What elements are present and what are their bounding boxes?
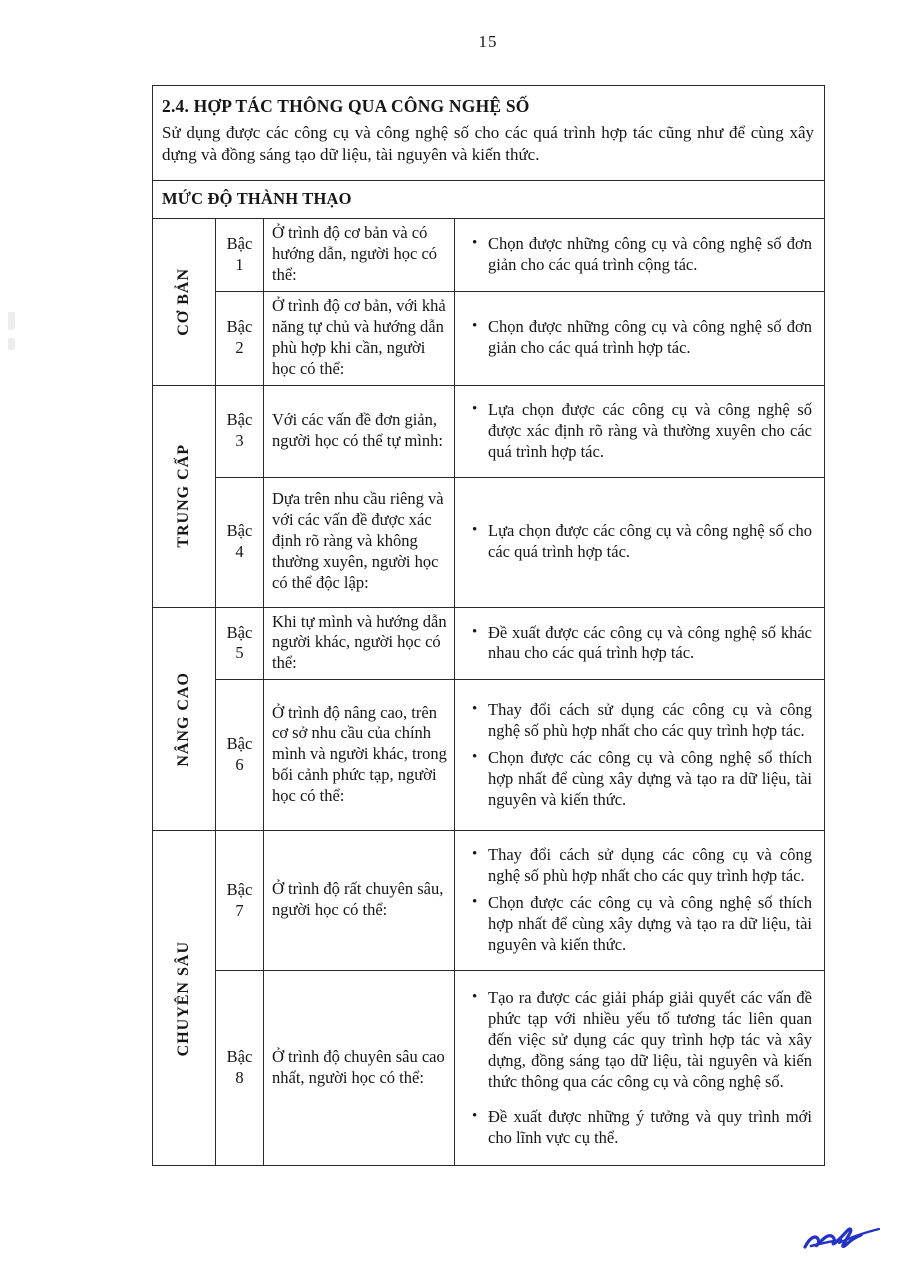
table-row bbox=[153, 477, 825, 607]
table-row bbox=[153, 607, 825, 680]
page-number: 15 bbox=[478, 32, 498, 51]
condition-cell: Khi tự mình và hướng dẫn người khác, người học có thể: bbox=[264, 607, 455, 680]
section-title: 2.4. HỢP TÁC THÔNG QUA CÔNG NGHỆ SỐ bbox=[162, 96, 530, 116]
table-row bbox=[153, 219, 825, 292]
bullet-icon: • bbox=[472, 894, 478, 911]
table-row bbox=[153, 385, 825, 477]
condition-cell: Ở trình độ cơ bản và có hướng dẫn, người học có thể: bbox=[264, 219, 455, 292]
competency-table bbox=[152, 85, 825, 1166]
bullet-icon: • bbox=[472, 623, 478, 640]
level-cell: Bậc 8 bbox=[216, 971, 264, 1166]
level-cell: Bậc 1 bbox=[216, 219, 264, 292]
outcomes-cell: • Chọn được những công cụ và công nghệ số đơn giản cho các quá trình hợp tác. bbox=[455, 291, 825, 385]
bullet-icon: • bbox=[472, 1107, 478, 1124]
bullet-icon: • bbox=[472, 522, 478, 539]
condition-cell: Với các vấn đề đơn giản, người học có thể tự mình: bbox=[264, 385, 455, 477]
table-row bbox=[153, 971, 825, 1166]
condition-cell: Ở trình độ rất chuyên sâu, người học có thể: bbox=[264, 831, 455, 971]
outcomes-cell: • Chọn được những công cụ và công nghệ số đơn giản cho các quá trình cộng tác. bbox=[455, 219, 825, 292]
bullet-icon: • bbox=[472, 400, 478, 417]
level-cell: Bậc 7 bbox=[216, 831, 264, 971]
proficiency-level-header: MỨC ĐỘ THÀNH THẠO bbox=[153, 181, 825, 219]
bullet-icon: • bbox=[472, 701, 478, 717]
table-row bbox=[153, 831, 825, 971]
group-label-nang-cao: NÂNG CAO bbox=[153, 607, 216, 831]
scan-artifact bbox=[8, 312, 15, 330]
group-label-trung-cap: TRUNG CẤP bbox=[153, 385, 216, 607]
bullet-icon: • bbox=[472, 234, 478, 251]
outcomes-cell: • Thay đổi cách sử dụng các công cụ và công nghệ số phù hợp nhất cho các quy trình hợp tác. • Chọn được các công cụ và công nghệ số thích hợp nhất để cùng xây dựng và tạo ra dữ liệu, tài nguyên và kiến thức. bbox=[455, 831, 825, 971]
outcomes-cell: • Thay đổi cách sử dụng các công cụ và công nghệ số phù hợp nhất cho các quy trình hợp tác. • Chọn được các công cụ và công nghệ số thích hợp nhất để cùng xây dựng và tạo ra dữ liệu, tài nguyên và kiến thức. bbox=[455, 680, 825, 831]
signature-scribble bbox=[793, 1213, 885, 1261]
level-cell: Bậc 6 bbox=[216, 680, 264, 831]
table-row bbox=[153, 680, 825, 831]
table-row bbox=[153, 291, 825, 385]
bullet-icon: • bbox=[472, 318, 478, 335]
level-cell: Bậc 4 bbox=[216, 477, 264, 607]
group-label-chuyen-sau: CHUYÊN SÂU bbox=[153, 831, 216, 1166]
scan-artifact bbox=[8, 338, 15, 350]
level-cell: Bậc 2 bbox=[216, 291, 264, 385]
group-label-co-ban: CƠ BẢN bbox=[153, 219, 216, 386]
bullet-icon: • bbox=[472, 748, 478, 765]
outcomes-cell: • Tạo ra được các giải pháp giải quyết các vấn đề phức tạp với nhiều yếu tố tương tác liên quan đến việc sử dụng các quy trình hợp tác và xây dựng, đồng sáng tạo dữ liệu, tài nguyên và kiến thức thông qua các công cụ và công nghệ số. • Đề xuất được những ý tưởng và quy trình mới cho lĩnh vực cụ thể. bbox=[455, 971, 825, 1166]
outcomes-cell: • Lựa chọn được các công cụ và công nghệ số cho các quá trình hợp tác. bbox=[455, 477, 825, 607]
level-cell: Bậc 5 bbox=[216, 607, 264, 680]
level-cell: Bậc 3 bbox=[216, 385, 264, 477]
condition-cell: Dựa trên nhu cầu riêng và với các vấn đề được xác định rõ ràng và không thường xuyên, người học có thể độc lập: bbox=[264, 477, 455, 607]
section-description: Sử dụng được các công cụ và công nghệ số cho các quá trình hợp tác cũng như để cùng xây dựng và đồng sáng tạo dữ liệu, tài nguyên và kiến thức. bbox=[162, 123, 814, 164]
outcomes-cell: • Đề xuất được các công cụ và công nghệ số khác nhau cho các quá trình hợp tác. bbox=[455, 607, 825, 680]
bullet-icon: • bbox=[472, 988, 478, 1005]
outcomes-cell: • Lựa chọn được các công cụ và công nghệ số được xác định rõ ràng và thường xuyên cho các quá trình hợp tác. bbox=[455, 385, 825, 477]
condition-cell: Ở trình độ cơ bản, với khả năng tự chủ và hướng dẫn phù hợp khi cần, người học có thể: bbox=[264, 291, 455, 385]
bullet-icon: • bbox=[472, 846, 478, 863]
condition-cell: Ở trình độ chuyên sâu cao nhất, người học có thể: bbox=[264, 971, 455, 1166]
condition-cell: Ở trình độ nâng cao, trên cơ sở nhu cầu của chính mình và người khác, trong bối cảnh phức tạp, người học có thể: bbox=[264, 680, 455, 831]
